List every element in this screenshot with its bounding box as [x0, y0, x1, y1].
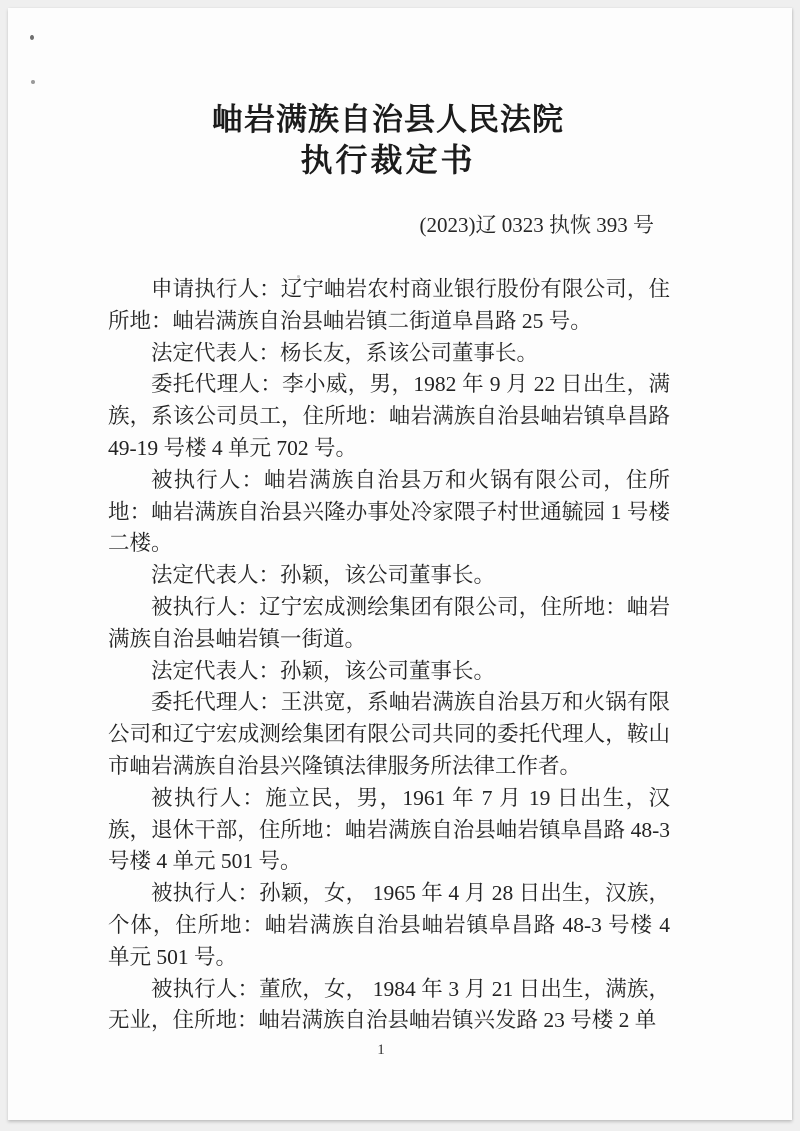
page-number: 1 [377, 1042, 385, 1058]
paragraph-respondent-4: 被执行人：孙颖，女， 1965 年 4 月 28 日出生，汉族，个体，住所地：岫岩满族自治县岫岩镇阜昌路 48-3 号楼 4 单元 501 号。 [108, 881, 670, 969]
paragraph-respondent-5: 被执行人：董欣，女， 1984 年 3 月 21 日出生，满族，无业，住所地：岫岩满族自治县岫岩镇兴发路 23 号楼 2 单 [108, 976, 670, 1033]
paragraph-agent-1: 委托代理人：李小威，男，1982 年 9 月 22 日出生，满族，系该公司员工，住所地：岫岩满族自治县岫岩镇阜昌路 49-19 号楼 4 单元 702 号。 [108, 372, 670, 460]
scan-artifact [31, 80, 35, 84]
paragraph-legal-rep-1: 法定代表人：杨长友，系该公司董事长。 [151, 340, 539, 365]
document-type-title: 执行裁定书 [300, 142, 476, 178]
court-name-title: 岫岩满族自治县人民法院 [212, 102, 564, 137]
paragraph-respondent-2: 被执行人：辽宁宏成测绘集团有限公司，住所地：岫岩满族自治县岫岩镇一街道。 [108, 594, 670, 651]
document-page [8, 8, 792, 1120]
paragraph-respondent-1: 被执行人：岫岩满族自治县万和火锅有限公司，住所地：岫岩满族自治县兴隆办事处冷家隈子村世通毓园 1 号楼二楼。 [108, 467, 670, 556]
document-body [108, 274, 670, 1037]
paragraph-agent-2: 委托代理人：王洪宽，系岫岩满族自治县万和火锅有限公司和辽宁宏成测绘集团有限公司共同的委托代理人，鞍山市岫岩满族自治县兴隆镇法律服务所法律工作者。 [108, 690, 670, 778]
paragraph-legal-rep-2: 法定代表人：孙颖，该公司董事长。 [151, 563, 496, 588]
case-number: (2023)辽 0323 执恢 393 号 [419, 213, 654, 237]
paragraph-legal-rep-3: 法定代表人：孙颖，该公司董事长。 [151, 658, 496, 683]
paragraph-applicant: 申请执行人：辽宁岫岩农村商业银行股份有限公司，住所地：岫岩满族自治县岫岩镇二街道阜昌路 25 号。 [108, 277, 670, 333]
paragraph-respondent-3: 被执行人：施立民，男，1961 年 7 月 19 日出生，汉族，退休干部，住所地：岫岩满族自治县岫岩镇阜昌路 48-3 号楼 4 单元 501 号。 [108, 785, 670, 874]
scan-artifact [30, 35, 34, 40]
